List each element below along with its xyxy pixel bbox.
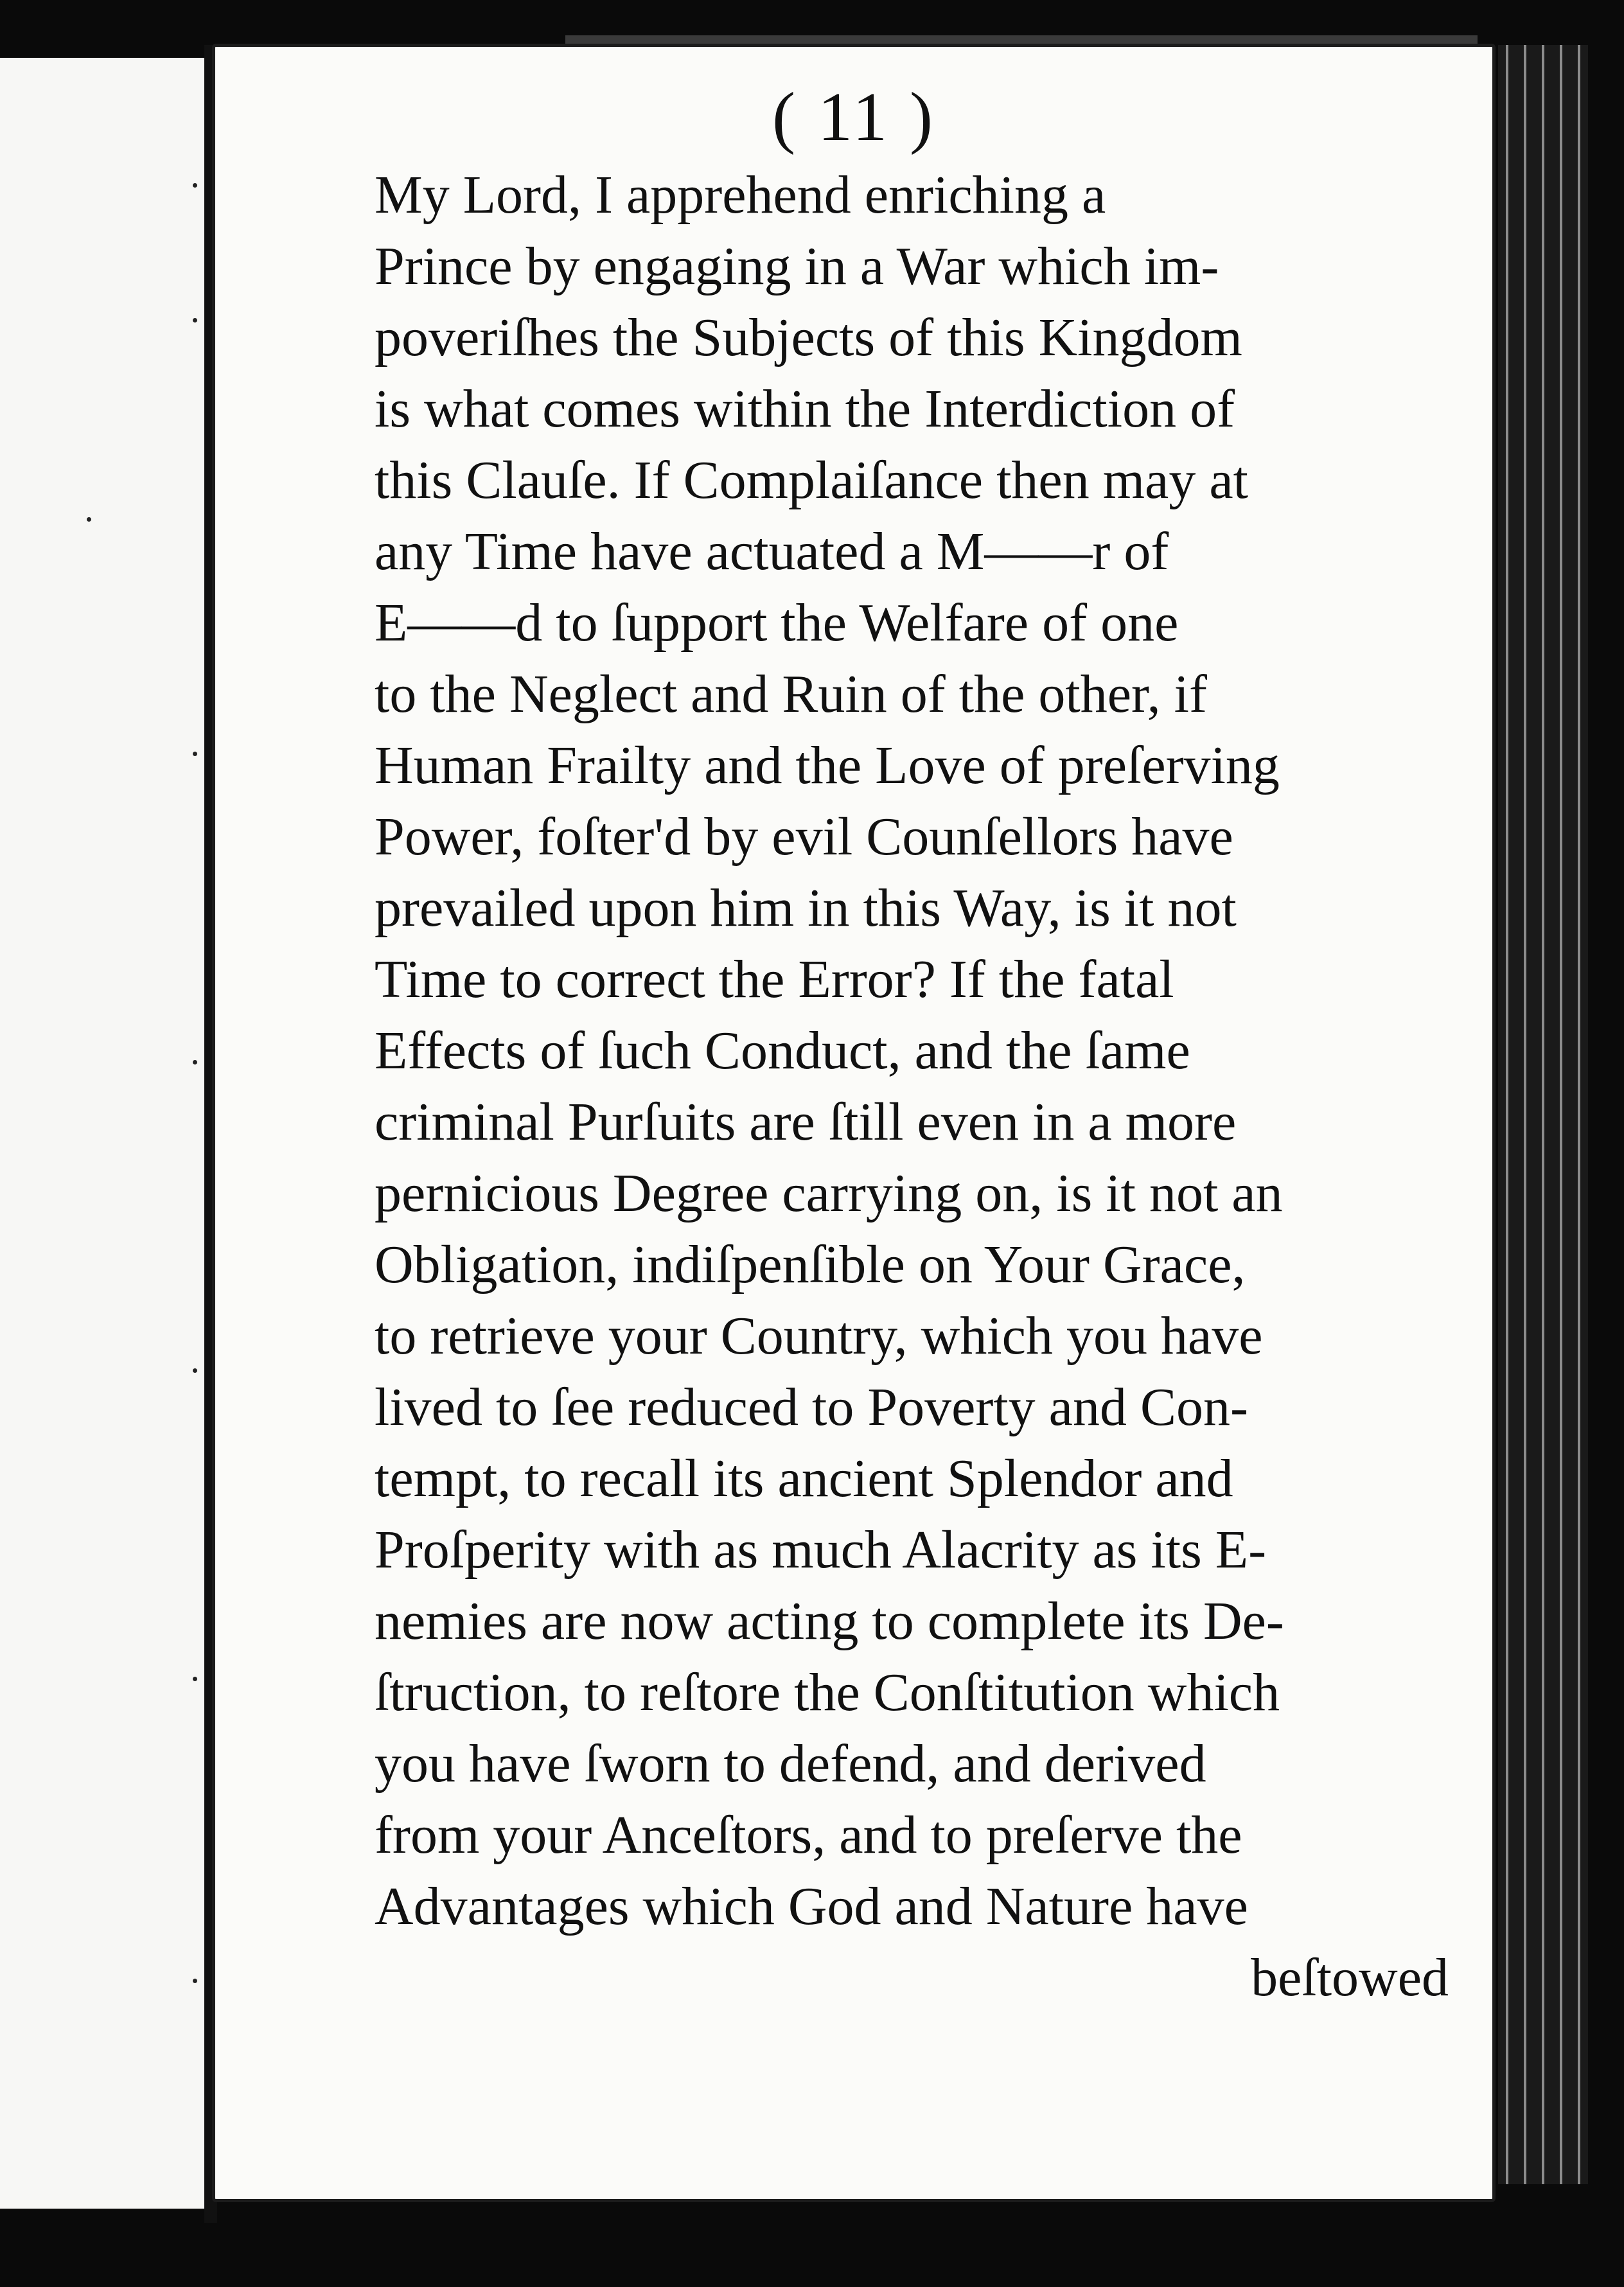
text-line: Advantages which God and Nature have	[375, 1876, 1248, 1936]
margin-mark	[193, 1368, 197, 1373]
book-page	[212, 44, 1496, 2202]
text-line: criminal Purſuits are ſtill even in a more	[375, 1092, 1237, 1152]
text-line: Time to correct the Error? If the fatal	[375, 949, 1174, 1009]
text-line: this Clauſe. If Complaiſance then may at	[375, 450, 1248, 510]
text-line: Human Frailty and the Love of preſerving	[375, 736, 1280, 795]
text-line: to the Neglect and Ruin of the other, if	[375, 664, 1207, 724]
text-line: from your Anceſtors, and to preſerve the	[375, 1805, 1242, 1865]
text-line: prevailed upon him in this Way, is it not	[375, 878, 1237, 938]
text-line: Obligation, indiſpenſible on Your Grace,	[375, 1235, 1246, 1294]
text-line: E——d to ſupport the Welfare of one	[375, 593, 1179, 653]
text-line: My Lord, I apprehend enriching a	[375, 165, 1106, 225]
body-text	[375, 159, 1595, 2013]
margin-mark	[193, 1979, 197, 1983]
text-line: Effects of ſuch Conduct, and the ſame	[375, 1021, 1190, 1081]
margin-mark	[87, 517, 91, 522]
text-line: ſtruction, to reſtore the Conſtitution which	[375, 1663, 1280, 1722]
page-edge-line	[1560, 45, 1562, 2184]
text-line: lived to ſee reduced to Poverty and Con-	[375, 1377, 1248, 1437]
text-line: Prince by engaging in a War which im-	[375, 236, 1219, 296]
text-line: to retrieve your Country, which you have	[375, 1306, 1263, 1366]
margin-mark	[193, 752, 197, 756]
page-edge-line	[1578, 45, 1580, 2184]
page-edge-line	[1524, 45, 1526, 2184]
text-line: Power, foſter'd by evil Counſellors have	[375, 807, 1233, 867]
page-edge-line	[1506, 45, 1508, 2184]
text-line: nemies are now acting to complete its De-	[375, 1591, 1284, 1651]
text-line: tempt, to recall its ancient Splendor and	[375, 1449, 1233, 1508]
text-line: Proſperity with as much Alacrity as its E-	[375, 1520, 1267, 1580]
text-line: you have ſworn to defend, and derived	[375, 1734, 1206, 1794]
text-line: poveriſhes the Subjects of this Kingdom	[375, 308, 1242, 367]
margin-mark	[193, 1060, 197, 1064]
text-line: any Time have actuated a M——r of	[375, 522, 1169, 581]
margin-mark	[193, 318, 197, 322]
left-page-edge	[0, 58, 208, 2209]
margin-mark	[193, 1677, 197, 1681]
text-line: pernicious Degree carrying on, is it not an	[375, 1163, 1283, 1223]
page-edge-line	[1542, 45, 1544, 2184]
catchword: beſtowed	[1251, 1948, 1449, 2008]
text-line: is what comes within the Interdiction of	[375, 379, 1235, 439]
page-block-edges	[1498, 45, 1588, 2184]
page-number: ( 11 )	[772, 79, 935, 155]
margin-mark	[193, 183, 197, 188]
